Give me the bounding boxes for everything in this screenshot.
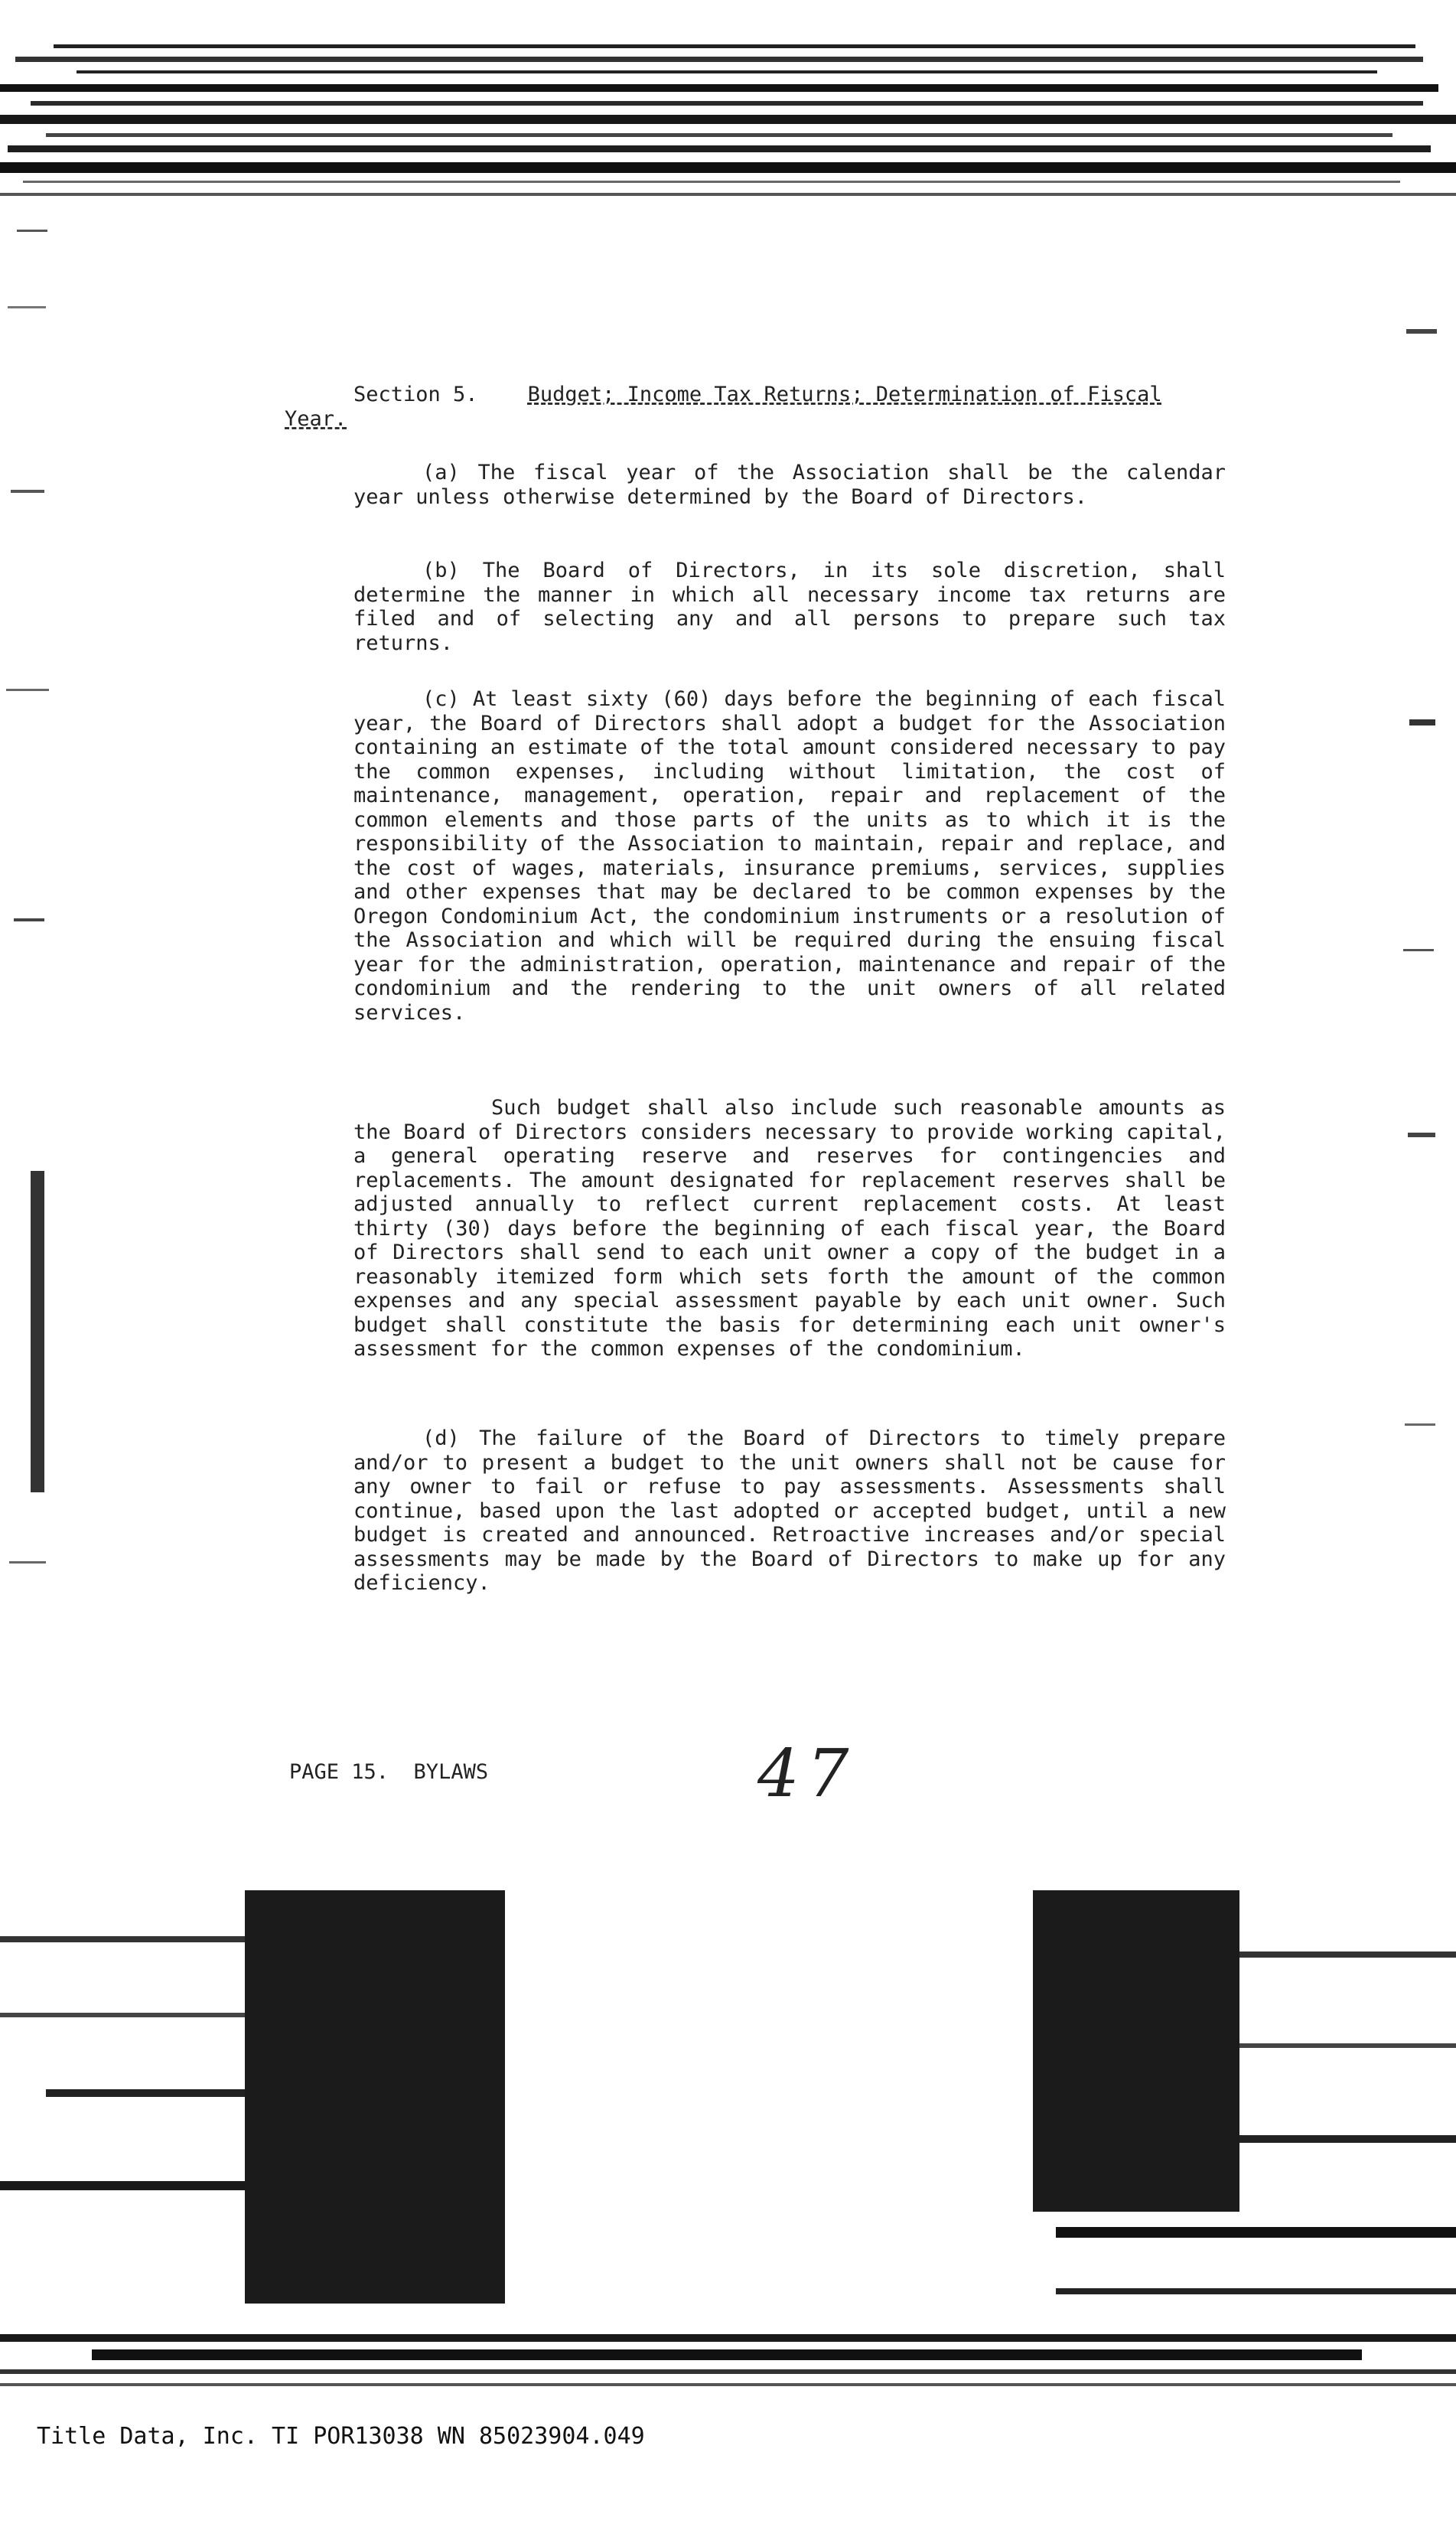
section-title-cont: Year.	[285, 407, 347, 431]
page-label: PAGE 15. BYLAWS	[289, 1760, 489, 1784]
paragraph-a: (a) The fiscal year of the Association shall be the calendar year unless otherwise determined by the Board of Directors.	[353, 461, 1226, 509]
left-margin-artifact	[0, 214, 61, 1668]
paragraph-c-continued: Such budget shall also include such reasonable amounts as the Board of Directors considers necessary to provide working capital, a general operating reserve and reserves for contingencies and replacements. The amount designated for replacement reserves shall be adjusted annually to reflect current replacement costs. At least thirty (30) days before the beginning of each fiscal year, the Board of Directors shall send to each unit owner a copy of the budget in a reasonably itemized form which sets forth the amount of the common expenses and any special assessment payable by each unit owner. Such budget shall constitute the basis for determining each unit owner's assessment for the common expenses of the condominium.	[353, 1096, 1226, 1361]
section-heading	[353, 383, 1162, 406]
section-title: Budget; Income Tax Returns; Determination of Fiscal	[527, 383, 1162, 406]
right-margin-artifact	[1392, 214, 1454, 1668]
paragraph-c: (c) At least sixty (60) days before the beginning of each fiscal year, the Board of Directors shall adopt a budget for the Association containing an estimate of the total amount considered necessary to pay the common expenses, including without limitation, the cost of maintenance, management, operation, repair and replacement of the common elements and those parts of the units as to which it is the responsibility of the Association to maintain, repair and replace, and the cost of wages, materials, insurance premiums, services, supplies and other expenses that may be declared to be common expenses by the Oregon Condominium Act, the condominium instruments or a resolution of the Association and which will be required during the ensuing fiscal year for the administration, operation, maintenance and repair of the condominium and the rendering to the unit owners of all related services.	[353, 687, 1226, 1025]
section-label: Section 5.	[353, 383, 478, 406]
recording-stamp: Title Data, Inc. TI POR13038 WN 85023904.049	[37, 2423, 645, 2450]
section-heading-continued	[285, 407, 347, 431]
bottom-scan-artifact	[0, 1860, 1456, 2395]
paragraph-b: (b) The Board of Directors, in its sole discretion, shall determine the manner in which all necessary income tax returns are filed and of selecting any and all persons to prepare such tax returns.	[353, 559, 1226, 655]
handwritten-page-number: 47	[757, 1736, 857, 1812]
paragraph-d: (d) The failure of the Board of Directors to timely prepare and/or to present a budget to the unit owners shall not be cause for any owner to fail or refuse to pay assessments. Assessments shall continue, based upon the last adopted or accepted budget, until a new budget is created and announced. Retroactive increases and/or special assessments may be made by the Board of Directors to make up for any deficiency.	[353, 1427, 1226, 1595]
top-scan-artifact	[0, 31, 1456, 207]
